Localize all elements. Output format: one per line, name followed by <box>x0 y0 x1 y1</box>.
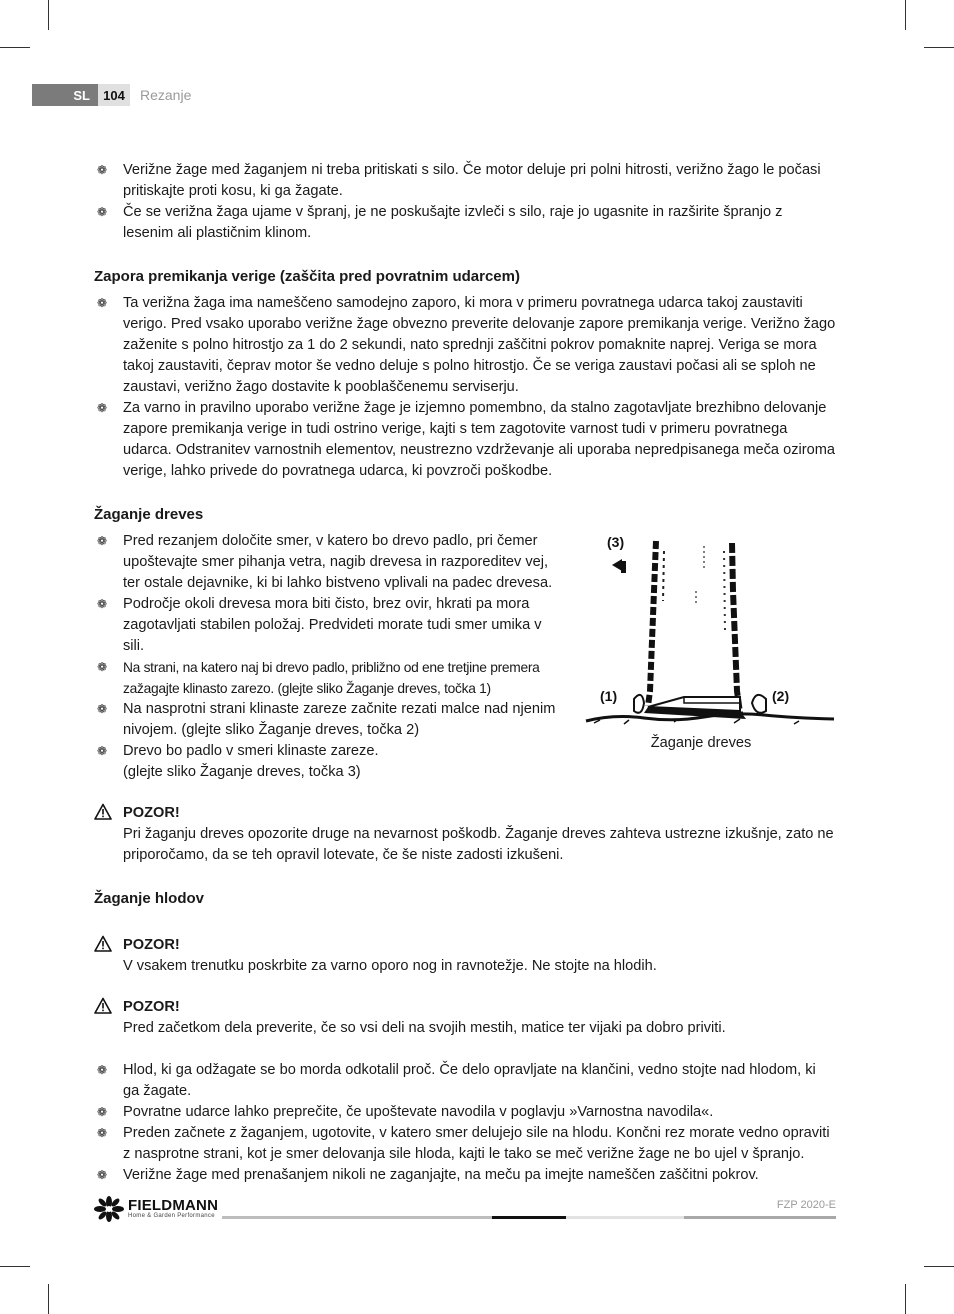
felling-steps <box>94 531 564 783</box>
model-number: FZP 2020-E <box>776 1199 836 1211</box>
crop-mark <box>905 0 906 30</box>
crop-mark <box>924 1266 954 1267</box>
flower-bullet-icon: ❁ <box>96 1168 108 1182</box>
section-title: Rezanje <box>140 87 192 103</box>
figure-caption: Žaganje dreves <box>650 735 752 751</box>
figure-label-2: (2) <box>772 688 790 704</box>
flower-bullet-icon: ❁ <box>96 702 108 716</box>
footer-rule <box>566 1216 684 1219</box>
brand <box>128 1198 218 1220</box>
warning-title: POZOR! <box>123 937 180 953</box>
list-item: ❁ Za varno in pravilno uporabo verižne žage je izjemno pomembno, da stalno zagotavljate brezhibno delovanje zapore premikanja verige in tudi ostrino verige, kajti s tem zagotovite varnost tudi v primeru povratnega udarca. Odstranitev varnostnih elementov, neustrezno vzdrževanje ali uporaba nepredpisanega meča oziroma verige, lahko privede do povratnega udarca, ki povzroči poškodbe. <box>94 398 836 482</box>
list-item: ❁ Preden začnete z žaganjem, ugotovite, v katero smer delujejo sile na hlodu. Končni rez morate vedno opraviti z nasprotne strani, kot je smer delovanja sile hloda, kajti le tako se meč verižne žage ne bo ujel v špranjo. <box>94 1123 836 1165</box>
warning-block <box>94 803 836 866</box>
flower-bullet-icon: ❁ <box>96 597 108 611</box>
flower-bullet-icon: ❁ <box>96 744 108 758</box>
brand-name: FIELDMANN <box>128 1197 219 1214</box>
flower-bullet-icon: ❁ <box>96 1063 108 1077</box>
list-item: ❁ Verižne žage med žaganjem ni treba pritiskati s silo. Če motor deluje pri polni hitrosti, verižno žago le počasi pritiskajte proti kosu, ki ga žagate. <box>94 160 836 202</box>
felling-diagram <box>584 531 836 729</box>
flower-bullet-icon: ❁ <box>96 1105 108 1119</box>
crop-mark <box>924 47 954 48</box>
felling-figure <box>584 531 838 754</box>
flower-bullet-icon: ❁ <box>96 163 108 177</box>
list-item: ❁ Na nasprotni strani klinaste zareze začnite rezati malce nad njenim nivojem. (glejte sliko Žaganje dreves, točka 2) <box>94 699 564 741</box>
flower-bullet-icon: ❁ <box>96 205 108 219</box>
crop-mark <box>0 1266 30 1267</box>
warning-block <box>94 935 836 977</box>
flower-bullet-icon: ❁ <box>96 296 108 310</box>
list-item: ❁ Hlod, ki ga odžagate se bo morda odkotalil proč. Če delo opravljate na klančini, vedno stojte nad hlodom, ki ga žagate. <box>94 1060 836 1102</box>
section-heading-cutting-logs: Žaganje hlodov <box>94 890 205 907</box>
warning-triangle-icon <box>94 803 112 821</box>
page-content <box>94 160 836 1186</box>
figure-label-3: (3) <box>607 534 625 550</box>
list-item: ❁ Področje okoli drevesa mora biti čisto, brez ovir, hkrati pa mora zagotavljati stabilen položaj. Predvideti morate tudi smer umika v sili. <box>94 594 564 657</box>
crop-mark <box>48 1284 49 1314</box>
flower-bullet-icon: ❁ <box>96 1126 108 1140</box>
felling-section <box>94 531 836 783</box>
list-item: ❁ Pred rezanjem določite smer, v katero bo drevo padlo, pri čemer upoštevajte smer pihanja vetra, nagib drevesa in razporeditev vej, ter ostale dejavnike, ki bi lahko bistveno vplivali na padec drevesa. <box>94 531 564 594</box>
footer-logo <box>94 1196 218 1222</box>
crop-mark <box>905 1284 906 1314</box>
list-item: ❁ Na strani, na katero naj bi drevo padlo, približno od ene tretjine premera zažagajte klinasto zarezo. (glejte sliko Žaganje dreves, točka 1) <box>94 657 564 699</box>
flower-bullet-icon: ❁ <box>96 534 108 548</box>
list-item: ❁ Verižne žage med prenašanjem nikoli ne zaganjajte, na meču pa imejte nameščen zaščitni pokrov. <box>94 1165 836 1186</box>
footer-rule <box>492 1216 566 1219</box>
warning-text: V vsakem trenutku poskrbite za varno oporo nog in ravnotežje. Ne stojte na hlodih. <box>123 958 657 974</box>
brand-tagline: Home & Garden Performance <box>128 1213 215 1219</box>
fieldmann-flower-logo-icon <box>94 1196 124 1222</box>
list-item: ❁ Drevo bo padlo v smeri klinaste zareze. (glejte sliko Žaganje dreves, točka 3) <box>94 741 564 783</box>
section-heading-chain-brake: Zapora premikanja verige (zaščita pred povratnim udarcem) <box>94 268 520 285</box>
warning-text: Pred začetkom dela preverite, če so vsi deli na svojih mestih, matice ter vijaki pa dobro priviti. <box>123 1020 726 1036</box>
warning-triangle-icon <box>94 935 112 953</box>
crop-mark <box>48 0 49 30</box>
flower-bullet-icon: ❁ <box>97 660 107 674</box>
list-item: ❁ Če se verižna žaga ujame v špranj, je ne poskušajte izvleči s silo, raje jo ugasnite in razširite špranjo z lesenim ali plastičnim klinom. <box>94 202 836 244</box>
flower-bullet-icon: ❁ <box>96 401 108 415</box>
warning-block <box>94 997 836 1039</box>
section-heading-felling-trees: Žaganje dreves <box>94 506 204 523</box>
warning-title: POZOR! <box>123 999 180 1015</box>
list-item: ❁ Ta verižna žaga ima nameščeno samodejno zaporo, ki mora v primeru povratnega udarca takoj zaustaviti verigo. Pred vsako uporabo verižne žage obvezno preverite delovanje zapore premikanja verige. Verižno žago zaženite s polno hitrostjo za 1 do 2 sekundi, nato sprednji zaščitni pokrov pomaknite naprej. Veriga se mora takoj zaustaviti, čeprav motor še vedno deluje s polno hitrostjo. Če se veriga zaustavi počasi ali se sploh ne zaustavi, verižno žago dostavite k pooblaščenemu serviserju. <box>94 293 836 398</box>
page-header <box>32 84 191 106</box>
figure-label-1: (1) <box>600 688 618 704</box>
footer-rule <box>684 1216 836 1219</box>
language-tab: SL <box>32 84 98 106</box>
footer-rule <box>222 1216 492 1219</box>
page-number: 104 <box>98 84 130 106</box>
list-item: ❁ Povratne udarce lahko preprečite, če upoštevate navodila v poglavju »Varnostna navodila«. <box>94 1102 836 1123</box>
warning-triangle-icon <box>94 997 112 1015</box>
warning-title: POZOR! <box>123 805 180 821</box>
warning-text: Pri žaganju dreves opozorite druge na nevarnost poškodb. Žaganje dreves zahteva ustrezne izkušnje, zato ne priporočamo, da se teh opravil lotevate, če še niste zadosti izkušeni. <box>123 826 834 863</box>
crop-mark <box>0 47 30 48</box>
